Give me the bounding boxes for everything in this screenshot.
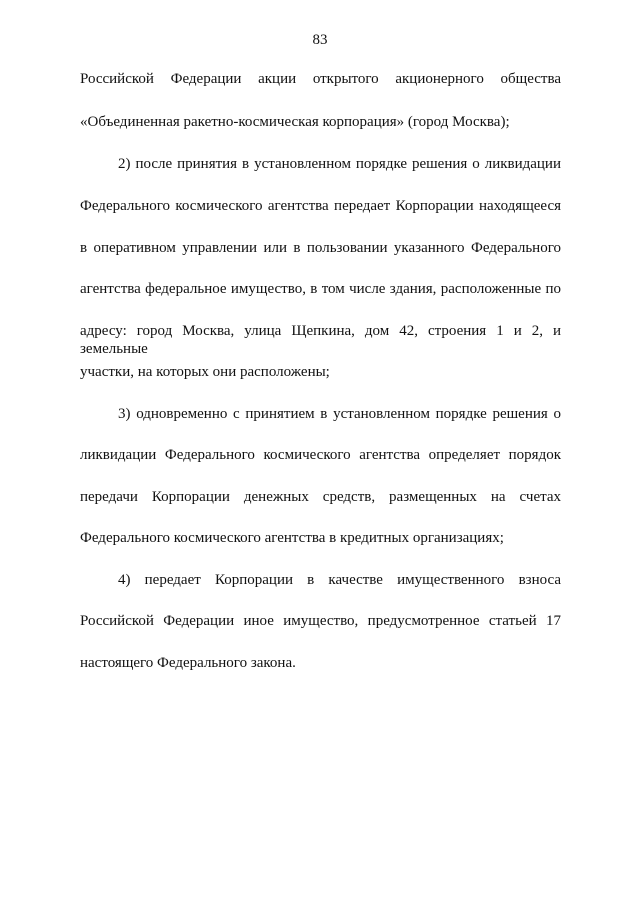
text-line-4: Федерального космического агентства передает Корпорации находящееся xyxy=(80,198,561,214)
page-number: 83 xyxy=(312,32,328,48)
text-line-2: «Объединенная ракетно-космическая корпорация» (город Москва); xyxy=(80,114,510,130)
text-line-8: участки, на которых они расположены; xyxy=(80,364,330,380)
text-line-1: Российской Федерации акции открытого акционерного общества xyxy=(80,71,561,87)
text-line-3: 2) после принятия в установленном порядке решения о ликвидации xyxy=(118,156,561,172)
text-line-12: Федерального космического агентства в кредитных организациях; xyxy=(80,530,504,546)
text-line-11: передачи Корпорации денежных средств, размещенных на счетах xyxy=(80,489,561,505)
text-line-15: настоящего Федерального закона. xyxy=(80,655,296,671)
text-line-5: в оперативном управлении или в пользовании указанного Федерального xyxy=(80,240,561,256)
text-line-14: Российской Федерации иное имущество, предусмотренное статьей 17 xyxy=(80,613,561,629)
text-line-10: ликвидации Федерального космического агентства определяет порядок xyxy=(80,447,561,463)
text-line-13: 4) передает Корпорации в качестве имущественного взноса xyxy=(118,572,561,588)
text-line-9: 3) одновременно с принятием в установленном порядке решения о xyxy=(118,406,561,422)
text-line-6: агентства федеральное имущество, в том числе здания, расположенные по xyxy=(80,281,561,297)
text-line-7: адресу: город Москва, улица Щепкина, дом 42, строения 1 и 2, и земельные xyxy=(80,323,561,357)
